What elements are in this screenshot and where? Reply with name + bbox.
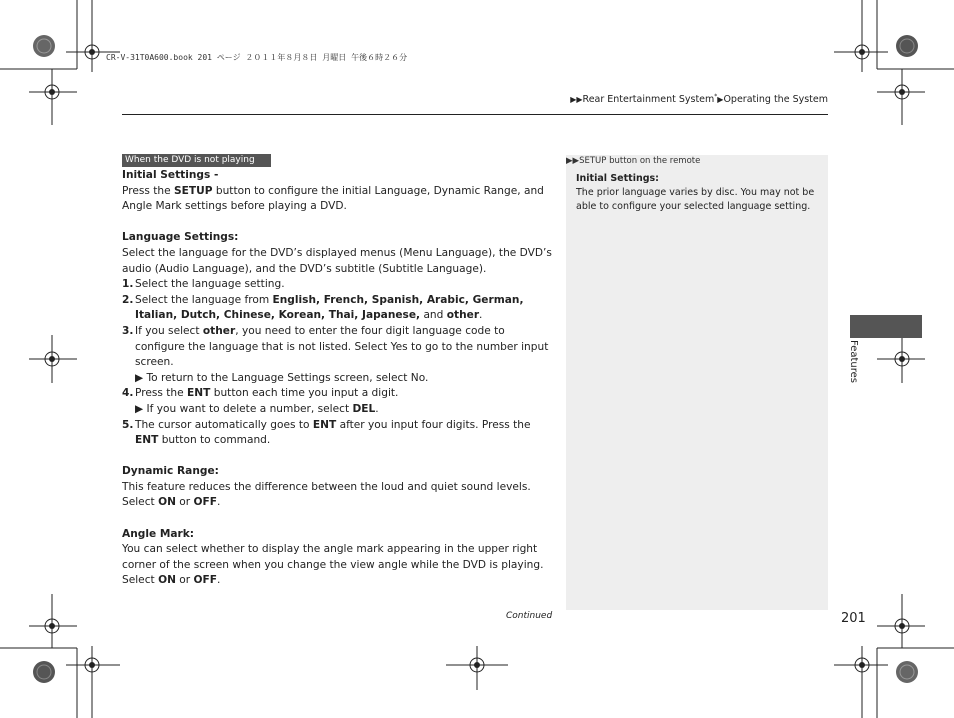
step-4-sub: ▶ If you want to delete a number, select DEL.: [135, 402, 379, 415]
step-1: 1. Select the language setting.: [122, 278, 285, 291]
arrow-icon: ▶: [717, 95, 724, 105]
step-2: 2. Select the language from English, French, Spanish, Arabic, German, Italian, Dutch, Chinese, Korean, Thai, Japanese, and other.: [122, 293, 524, 322]
initial-settings-heading: Initial Settings -: [122, 169, 219, 181]
arrow-icon: ▶: [135, 402, 147, 415]
breadcrumb-asterisk: *: [714, 93, 718, 100]
language-settings-intro: Select the language for the DVD’s displayed menus (Menu Language), the DVD’s audio (Audio Language), and the DVD’s subtitle (Subtitle Language).: [122, 246, 552, 275]
language-settings-heading: Language Settings:: [122, 231, 239, 244]
step-3-sub: ▶ To return to the Language Settings screen, select No.: [135, 371, 429, 384]
main-content: [122, 168, 552, 589]
angle-mark-heading: Angle Mark:: [122, 527, 195, 540]
sidebar-panel: [566, 155, 828, 610]
step-4: 4. Press the ENT button each time you input a digit. ▶ If you want to delete a number, select DEL.: [122, 386, 552, 417]
double-arrow-icon: ▶▶: [570, 95, 583, 105]
header-rule: [122, 114, 828, 115]
dynamic-range-heading: Dynamic Range:: [122, 465, 219, 478]
breadcrumb: [570, 93, 828, 105]
breadcrumb-subsection[interactable]: Operating the System: [723, 94, 828, 106]
step-3: 3. If you select other, you need to enter the four digit language code to configure the language that is not listed. Select Yes to go to the number input screen. ▶ To return to the Language Settings screen, select No.: [122, 324, 552, 386]
sidebar-title: ▶▶SETUP button on the remote: [566, 156, 701, 166]
angle-mark-text: You can select whether to display the angle mark appearing in the upper right corner of the screen when you change the view angle while the DVD is playing. Select ON or OFF.: [122, 543, 544, 587]
file-info: CR-V-31T0A600.book 201 ページ ２０１１年８月８日 月曜日 午後６時２６分: [106, 53, 408, 62]
page-number: 201: [841, 611, 866, 626]
section-label: When the DVD is not playing: [122, 154, 271, 167]
breadcrumb-section[interactable]: Rear Entertainment System: [582, 94, 715, 106]
features-tab[interactable]: [850, 315, 922, 338]
arrow-icon: ▶: [135, 371, 147, 384]
initial-settings-text: Press the SETUP button to configure the initial Language, Dynamic Range, and Angle Mark settings before playing a DVD.: [122, 184, 544, 213]
dynamic-range-text: This feature reduces the difference between the loud and quiet sound levels. Select ON or OFF.: [122, 480, 531, 509]
step-5: 5. The cursor automatically goes to ENT after you input four digits. Press the ENT button to command.: [122, 418, 531, 447]
sidebar-heading: Initial Settings:: [576, 173, 659, 184]
continued-label: Continued: [506, 611, 553, 621]
sidebar-text: The prior language varies by disc. You may not be able to configure your selected language setting.: [576, 187, 815, 212]
features-tab-label: Features: [848, 340, 859, 383]
double-arrow-icon: ▶▶: [566, 156, 580, 166]
